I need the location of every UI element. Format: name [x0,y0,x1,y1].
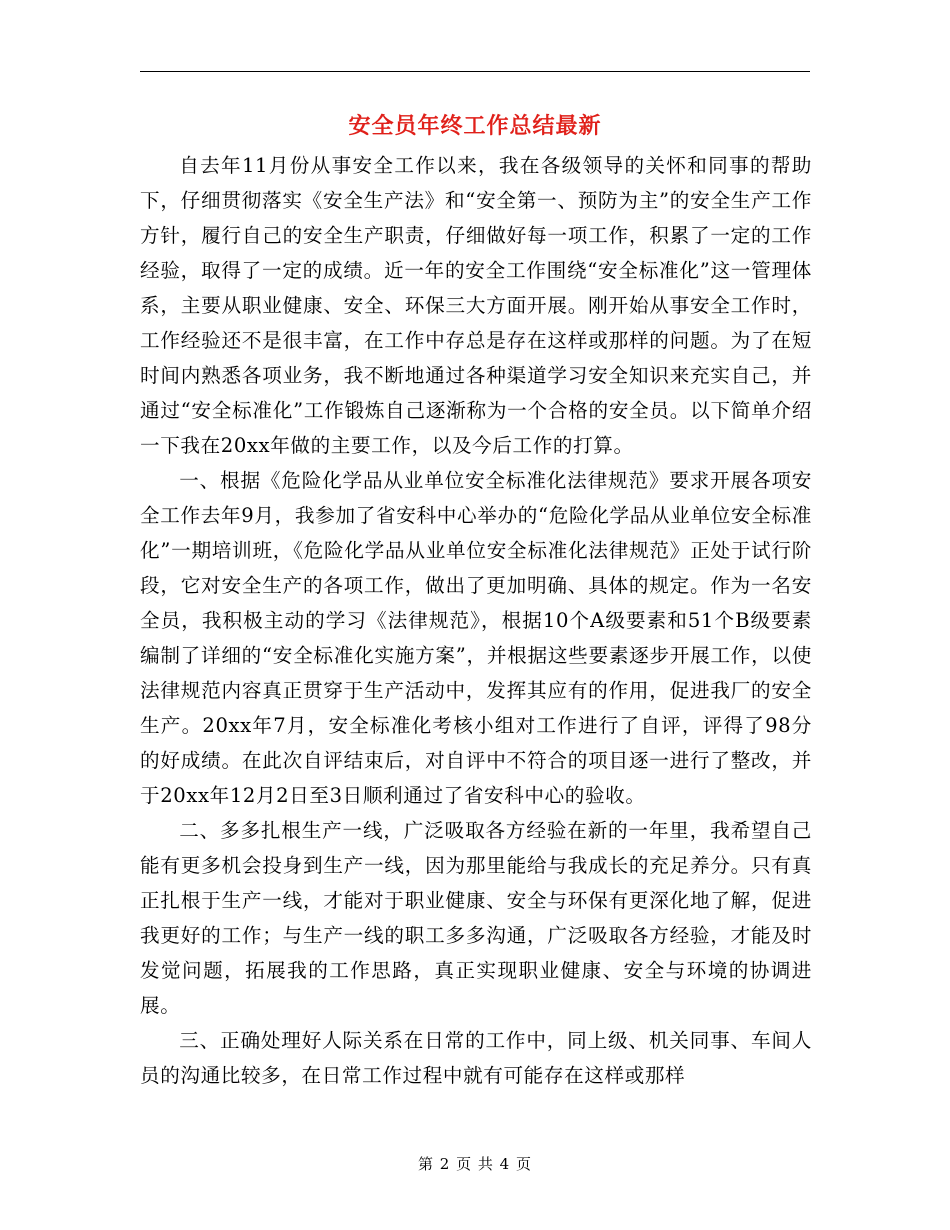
paragraph-intro: 自去年11月份从事安全工作以来，我在各级领导的关怀和同事的帮助下，仔细贯彻落实《安全生产法》和“安全第一、预防为主”的安全生产工作方针，履行自己的安全生产职责，仔细做好每一项工作，积累了一定的工作经验，取得了一定的成绩。近一年的安全工作围绕“安全标准化”这一管理体系，主要从职业健康、安全、环保三大方面开展。刚开始从事安全工作时，工作经验还不是很丰富，在工作中存总是存在这样或那样的问题。为了在短时间内熟悉各项业务，我不断地通过各种渠道学习安全知识来充实自己，并通过“安全标准化”工作锻炼自己逐渐称为一个合格的安全员。以下简单介绍一下我在20xx年做的主要工作，以及今后工作的打算。 [140,154,812,457]
document-title: 安全员年终工作总结最新 [348,114,602,139]
header-rule [140,71,810,72]
paragraph-section-2: 二、多多扎根生产一线，广泛吸取各方经验在新的一年里，我希望自己能有更多机会投身到生产一线，因为那里能给与我成长的充足养分。只有真正扎根于生产一线，才能对于职业健康、安全与环保有更深化地了解，促进我更好的工作；与生产一线的职工多多沟通，广泛吸取各方经验，才能及时发觉问题，拓展我的工作思路，真正实现职业健康、安全与环境的协调进展。 [140,819,812,1017]
page-number-footer: 第 2 页 共 4 页 [418,1155,532,1173]
paragraph-section-1: 一、根据《危险化学品从业单位安全标准化法律规范》要求开展各项安全工作去年9月，我参加了省安科中心举办的“危险化学品从业单位安全标准化”一期培训班，《危险化学品从业单位安全标准化法律规范》正处于试行阶段，它对安全生产的各项工作，做出了更加明确、具体的规定。作为一名安全员，我积极主动的学习《法律规范》，根据10个A级要素和51个B级要素编制了详细的“安全标准化实施方案”，并根据这些要素逐步开展工作，以使法律规范内容真正贯穿于生产活动中，发挥其应有的作用，促进我厂的安全生产。20xx年7月，安全标准化考核小组对工作进行了自评，评得了98分的好成绩。在此次自评结束后，对自评中不符合的项目逐一进行了整改，并于20xx年12月2日至3日顺利通过了省安科中心的验收。 [140,469,812,807]
paragraph-section-3: 三、正确处理好人际关系在日常的工作中，同上级、机关同事、车间人员的沟通比较多，在日常工作过程中就有可能存在这样或那样 [140,1029,812,1087]
document-body [140,148,812,1093]
